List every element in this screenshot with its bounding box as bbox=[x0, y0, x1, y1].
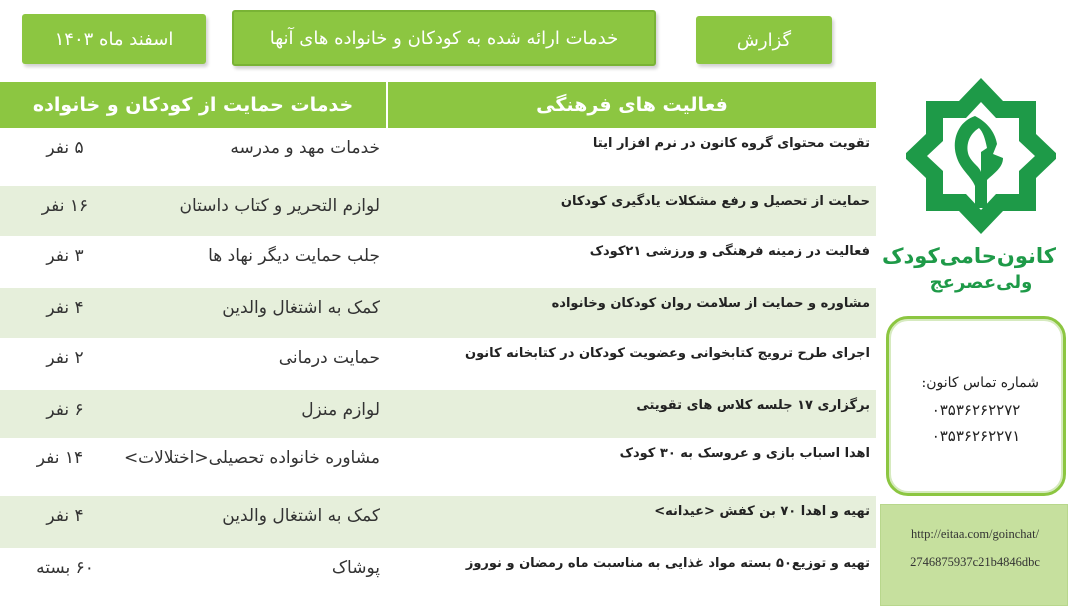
activity-cell: اهدا اسباب بازی و عروسک به ۳۰ کودک bbox=[619, 446, 870, 461]
table-row bbox=[0, 438, 876, 496]
table-row bbox=[0, 496, 876, 548]
eitaa-link-box[interactable] bbox=[880, 504, 1068, 606]
count-cell: ۶ نفر bbox=[46, 400, 84, 420]
activity-cell: تهیه و توزیع۵۰ بسته مواد غذایی به مناسبت ماه رمضان و نوروز bbox=[465, 556, 870, 571]
table-row bbox=[0, 548, 876, 608]
table-row bbox=[0, 128, 876, 186]
activity-cell: تهیه و اهدا ۷۰ بن کفش <عیدانه> bbox=[654, 504, 870, 519]
title-banner bbox=[232, 10, 656, 66]
report-banner bbox=[696, 16, 832, 64]
service-cell: لوازم التحریر و کتاب داستان bbox=[179, 196, 380, 216]
table-row bbox=[0, 186, 876, 236]
header-services: خدمات حمایت از کودکان و خانواده bbox=[32, 94, 354, 116]
activity-cell: حمایت از تحصیل و رفع مشکلات یادگیری کودکان bbox=[560, 194, 870, 209]
link-url-part2[interactable]: 2746875937c21b4846dbc bbox=[910, 555, 1040, 569]
count-cell: ۱۶ نفر bbox=[41, 196, 89, 216]
service-cell: لوازم منزل bbox=[301, 400, 380, 420]
services-table bbox=[0, 82, 876, 608]
logo-name-line1: کانون‌حامی‌کودک bbox=[882, 244, 1056, 268]
table-row bbox=[0, 236, 876, 288]
table-row bbox=[0, 288, 876, 338]
header-activities: فعالیت های فرهنگی bbox=[536, 94, 728, 116]
date-banner bbox=[22, 14, 206, 64]
service-cell: خدمات مهد و مدرسه bbox=[230, 138, 380, 158]
table-row bbox=[0, 338, 876, 390]
count-cell: ۲ نفر bbox=[46, 348, 84, 368]
count-cell: ۶۰ بسته bbox=[36, 558, 94, 578]
service-cell: کمک به اشتغال والدین bbox=[222, 506, 380, 526]
service-cell: کمک به اشتغال والدین bbox=[222, 298, 380, 318]
star-silhouette-logo-icon bbox=[906, 76, 1056, 244]
page-title: خدمات ارائه شده به کودکان و خانواده های آنها bbox=[269, 27, 619, 49]
contact-phone-1[interactable]: ۰۳۵۳۶۲۶۲۲۷۲ bbox=[931, 401, 1021, 419]
contact-label: شماره تماس کانون: bbox=[921, 375, 1039, 391]
service-cell: حمایت درمانی bbox=[278, 348, 380, 368]
count-cell: ۱۴ نفر bbox=[36, 448, 84, 468]
link-url-part1[interactable]: http://eitaa.com/goinchat/ bbox=[910, 527, 1040, 541]
contact-phone-2[interactable]: ۰۳۵۳۶۲۶۲۲۷۱ bbox=[931, 427, 1021, 445]
logo-name-line2: ولی‌عصرعج bbox=[929, 272, 1033, 293]
count-cell: ۴ نفر bbox=[46, 506, 84, 526]
service-cell: مشاوره خانواده تحصیلی<اختلالات> bbox=[123, 448, 380, 468]
report-label: گزارش bbox=[736, 29, 792, 51]
activity-cell: برگزاری ۱۷ جلسه کلاس های تقویتی bbox=[636, 398, 870, 413]
count-cell: ۵ نفر bbox=[46, 138, 84, 158]
count-cell: ۳ نفر bbox=[46, 246, 84, 266]
activity-cell: فعالیت در زمینه فرهنگی و ورزشی ۲۱کودک bbox=[589, 244, 870, 259]
date-label: اسفند ماه ۱۴۰۳ bbox=[54, 28, 174, 50]
organization-logo bbox=[882, 76, 1056, 296]
activity-cell: اجرای طرح ترویج کتابخوانی وعضویت کودکان در کتابخانه کانون bbox=[465, 346, 870, 361]
activity-cell: تقویت محتوای گروه کانون در نرم افزار ایتا bbox=[592, 136, 870, 151]
contact-box bbox=[886, 316, 1066, 496]
table-row bbox=[0, 390, 876, 438]
service-cell: جلب حمایت دیگر نهاد ها bbox=[208, 246, 380, 266]
activity-cell: مشاوره و حمایت از سلامت روان کودکان وخانواده bbox=[551, 296, 870, 311]
count-cell: ۴ نفر bbox=[46, 298, 84, 318]
service-cell: پوشاک bbox=[331, 558, 380, 578]
table-header bbox=[0, 82, 876, 128]
